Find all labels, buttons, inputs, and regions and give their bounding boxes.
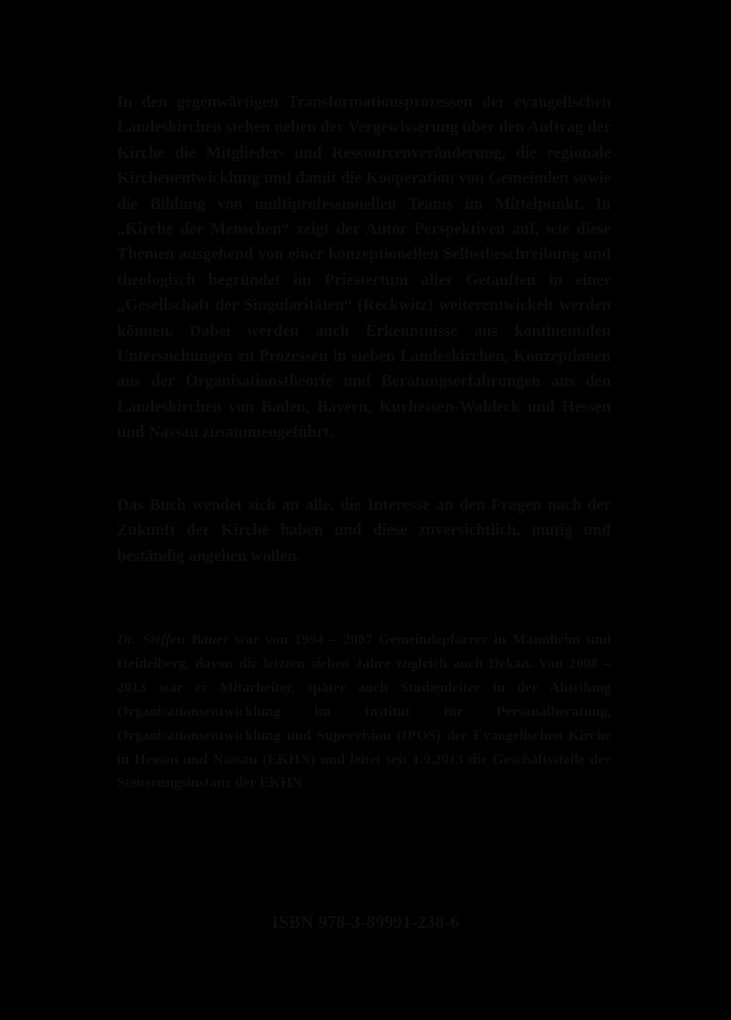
- isbn-number: ISBN 978-3-89991-238-6: [271, 912, 460, 932]
- description-paragraph-2: Das Buch wendet sich an alle, die Interesse an den Fragen nach der Zukunft der Kirche haben und diese zuversichtlich, mutig und beständig angehen wollen.: [117, 495, 611, 565]
- author-bio-text: war von 1994 – 2007 Gemeindepfarrer in Mannheim und Heidelberg, davon die letzten sieben Jahre zugleich auch Dekan. Von 2008 – 2013 war er Mitarbeiter, später auch Studienleiter in der Abteilung Organisationsentwicklung im Institut für Personalberatung, Organisationsentwicklung und Supervision (IPOS) der Evangelischen Kirche in Hessen und Nassau (EKHN) und leitet seit 1.9.2013 die Geschäftsstelle der Steuerungsinstanz der EKHN.: [117, 632, 611, 792]
- author-name: Dr. Steffen Bauer: [117, 632, 229, 648]
- description-paragraph-1: In den gegenwärtigen Transformationsprozessen der evangelischen Landeskirchen stehen neben der Vergewisserung über den Auftrag der Kirche die Mitglieder- und Ressourcenveränderung, die regionale Kirchenentwicklung und damit die Kooperation von Gemeinden sowie die Bildung von multiprofessionellen Teams im Mittelpunkt. In „Kirche der Menschen“ zeigt der Autor Perspektiven auf, wie diese Themen ausgehend von einer konzeptionellen Selbstbeschreibung und theologisch begründet im Priestertum aller Getauften in einer „Gesellschaft der Singularitäten“ (Reckwitz) weiterentwickelt werden können. Dabei werden auch Erkenntnisse aus kontinentalen Untersuchungen zu Prozessen in sieben Landeskirchen, Konzeptionen aus der Organisationstheorie und Beratungserfahrungen aus den Landeskirchen von Baden, Bayern, Kurhessen-Waldeck und Hessen und Nassau zusammengeführt.: [117, 92, 611, 442]
- author-bio: [117, 629, 611, 796]
